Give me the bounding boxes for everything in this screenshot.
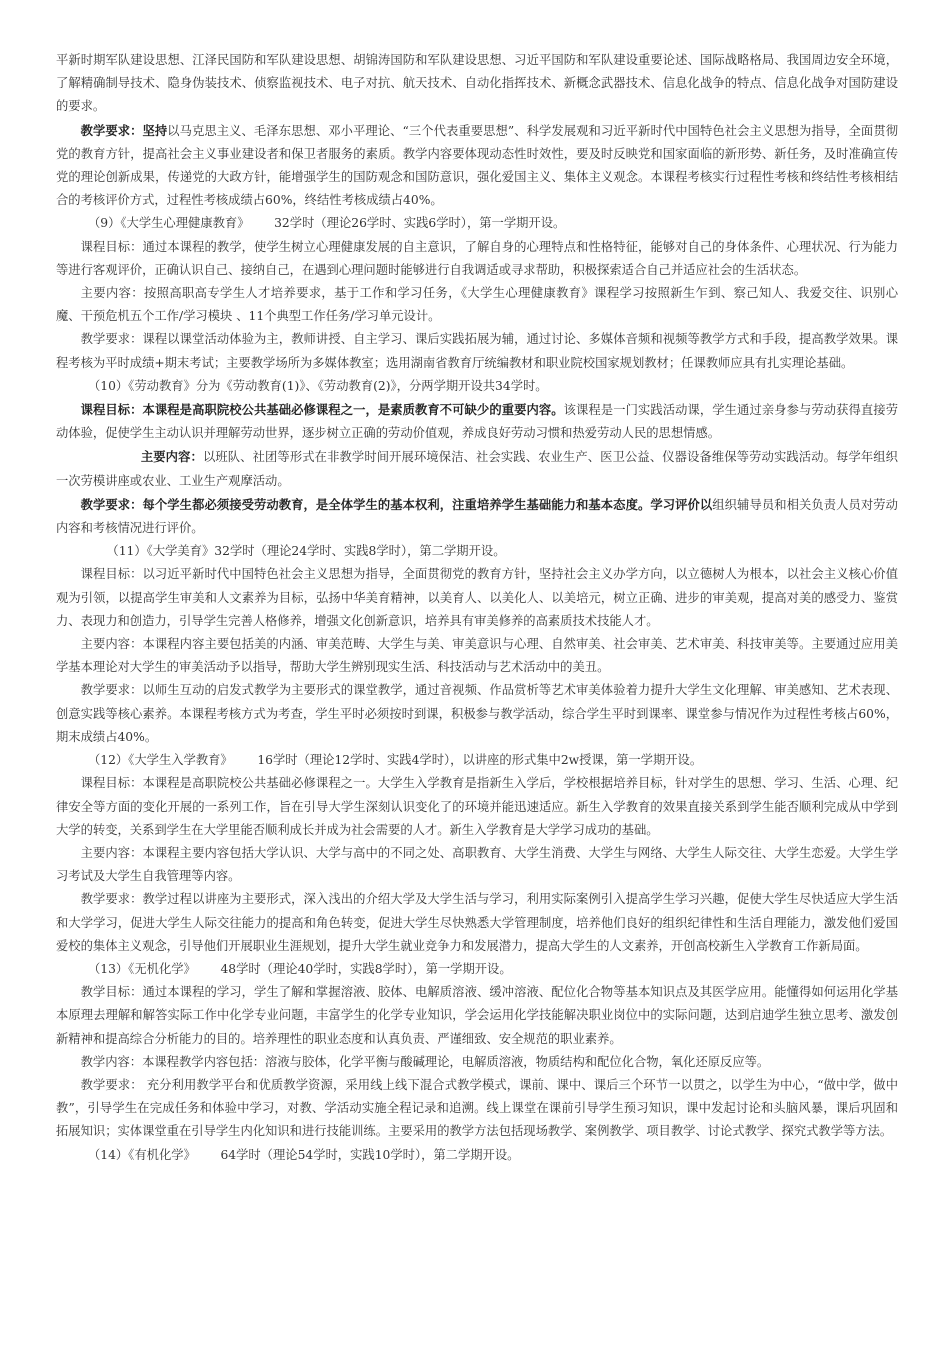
labor-content-paragraph	[56, 445, 898, 492]
mental-health-requirements-paragraph: 教学要求：课程以课堂活动体验为主，教师讲授、自主学习、课后实践拓展为辅，通过讨论、多媒体音频和视频等教学方式和手段，提高教学效果。课程考核为平时成绩+期末考试；主要教学场所为多媒体教室；选用湖南省教育厅统编教材和职业院校国家规划教材；任课教师应具有扎实理论基础。	[56, 332, 898, 370]
labor-requirements-lead-bold: 教学要求：每个学生都必须接受劳动教育，是全体学生的基本权利，注重培养学生基础能力和基本态度。学习评价以	[80, 496, 713, 512]
labor-objectives-lead-bold: 课程目标：本课程是高职院校公共基础必修课程之一，是素质教育不可缺少的重要内容。	[80, 402, 564, 418]
aesthetics-requirements-paragraph: 教学要求：以师生互动的启发式教学为主要形式的课堂教学，通过音视频、作品赏析等艺术审美体验着力提升大学生文化理解、审美感知、艺术表现、创意实践等核心素养。本课程考核方式为考查，学生平时必须按时到课，积极参与教学活动，综合学生平时到课率、课堂参与情况作为过程性考核占60%，期末成绩占40%。	[56, 683, 898, 744]
requirements-body: 以马克思主义、毛泽东思想、邓小平理论、“三个代表重要思想”、科学发展观和习近平新时代中国特色社会主义思想为指导，全面贯彻党的教育方针，提高社会主义事业建设者和保卫者服务的素质。教学内容要体现动态性时效性，要及时反映党和国家面临的新形势、新任务，及时准确宣传党的理论创新成果，传递党的大政方针，能增强学生的国防观念和国防意识，强化爱国主义、集体主义观念。本课程考核实行过程性考核和终结性考核相结合的考核评价方式，过程性考核成绩占60%，终结性考核成绩占40%。	[56, 123, 898, 208]
course-heading-title: （13）《无机化学》	[87, 961, 196, 976]
requirements-lead-bold: 教学要求：坚持	[80, 122, 168, 138]
inorganic-content-paragraph: 教学内容：本课程教学内容包括：溶液与胶体，化学平衡与酸碱理论，电解质溶液，物质结构和配位化合物，氧化还原反应等。	[80, 1054, 770, 1069]
aesthetics-objectives-paragraph: 课程目标：以习近平新时代中国特色社会主义思想为指导，全面贯彻党的教育方针，坚持社会主义办学方向，以立德树人为根本，以社会主义核心价值观为引领，以提高学生审美和人文素养为目标，弘扬中华美育精神，以美育人、以美化人、以美培元，树立正确、进步的审美观，提高对美的感受力、鉴赏力、表现力和创造力，引导学生完善人格修养，增强文化创新意识，培养具有审美修养的高素质技术技能人才。	[56, 567, 898, 628]
course-heading-title: （12）《大学生入学教育》	[87, 753, 233, 768]
aesthetics-content-paragraph: 主要内容：本课程内容主要包括美的内涵、审美范畴、大学生与美、审美意识与心理、自然审美、社会审美、艺术审美、科技审美等。主要通过应用美学基本理论对大学生的审美活动予以指导，帮助大学生辨别现实生活、科技活动与艺术活动中的美丑。	[56, 637, 898, 675]
orientation-objectives-paragraph: 课程目标：本课程是高职院校公共基础必修课程之一。大学生入学教育是指新生入学后，学校根据培养目标，针对学生的思想、学习、生活、心理、纪律安全等方面的变化开展的一系列工作，旨在引导大学生深刻认识变化了的环境并能迅速适应。新生入学教育的效果直接关系到学生能否顺利完成从中学到大学的转变，关系到学生在大学里能否顺利成长并成为社会需要的人才。新生入学教育是大学学习成功的基础。	[56, 776, 898, 837]
course-heading-hours: 32学时（理论26学时、实践6学时），第一学期开设。	[274, 216, 566, 231]
inorganic-requirements-paragraph: 教学要求： 充分利用教学平台和优质教学资源，采用线上线下混合式教学模式，课前、课中、课后三个环节一以贯之，以学生为中心，“做中学，做中教”，引导学生在完成任务和体验中学习，对教、学活动实施全程记录和追溯。线上课堂在课前引导学生预习知识，课中发起讨论和头脑风暴，课后巩固和拓展知识；实体课堂重在引导学生内化知识和进行技能训练。主要采用的教学方法包括现场教学、案例教学、项目教学、讨论式教学、探究式教学等方法。	[56, 1077, 898, 1139]
mental-health-content-paragraph: 主要内容：按照高职高专学生人才培养要求，基于工作和学习任务，《大学生心理健康教育》课程学习按照新生乍到、察己知人、我爱交往、识别心魔、干预危机五个工作/学习模块 、11个典型工作任务/学习单元设计。	[56, 286, 898, 324]
course-heading-hours: 16学时（理论12学时、实践4学时），以讲座的形式集中2w授课，第一学期开设。	[257, 753, 703, 768]
orientation-requirements-paragraph: 教学要求：教学过程以讲座为主要形式，深入浅出的介绍大学及大学生活与学习，利用实际案例引入提高学生学习兴趣，促使大学生尽快适应大学生活和大学学习，促进大学生人际交往能力的提高和角色转变，促进大学生尽快熟悉大学管理制度，培养他们良好的组织纪律性和生活自理能力，激发他们爱国爱校的集体主义观念，引导他们开展职业生涯规划，提升大学生就业竞争力和发展潜力，提高大学生的人文素养，开创高校新生入学教育工作新局面。	[56, 892, 898, 953]
labor-content-body: 以班队、社团等形式在非教学时间开展环境保洁、社会实践、农业生产、医卫公益、仪器设备维保等劳动实践活动。每学年组织一次劳模讲座或农业、工业生产观摩活动。	[56, 450, 898, 488]
course-heading-orientation	[56, 749, 898, 772]
course-heading-title: （9）《大学生心理健康教育》	[87, 216, 250, 231]
course-heading-mental-health	[56, 212, 898, 235]
course-heading-hours: 64学时（理论54学时，实践10学时），第二学期开设。	[220, 1147, 520, 1162]
labor-requirements-paragraph	[56, 493, 898, 540]
course-heading-aesthetics: （11）《大学美育》32学时（理论24学时、实践8学时），第二学期开设。	[106, 544, 506, 559]
labor-objectives-body: 该课程是一门实践活动课，学生通过亲身参与劳动获得直接劳动体验，促使学生主动认识并理解劳动世界，逐步树立正确的劳动价值观，养成良好劳动习惯和热爱劳动人民的思想情感。	[56, 403, 898, 441]
course-heading-inorganic-chemistry	[56, 958, 898, 981]
course-heading-title: （14）《有机化学》	[87, 1147, 196, 1162]
orientation-content-paragraph: 主要内容：本课程主要内容包括大学认识、大学与高中的不同之处、高职教育、大学生消费、大学生与网络、大学生人际交往、大学生恋爱。大学生学习考试及大学生自我管理等内容。	[56, 845, 898, 884]
course-heading-organic-chemistry	[56, 1144, 898, 1167]
course-heading-labor-education: （10）《劳动教育》分为《劳动教育(1)》、《劳动教育(2)》，分两学期开设共34学时。	[87, 378, 548, 393]
military-course-content-paragraph: 平新时期军队建设思想、江泽民国防和军队建设思想、胡锦涛国防和军队建设思想、习近平国防和军队建设重要论述、国际战略格局、我国周边安全环境，了解精确制导技术、隐身伪装技术、侦察监视技术、电子对抗、航天技术、自动化指挥技术、新概念武器技术、信息化战争的特点、信息化战争对国防建设的要求。	[56, 53, 898, 114]
military-course-requirements-paragraph	[56, 119, 898, 213]
course-heading-hours: 48学时（理论40学时，实践8学时），第一学期开设。	[220, 961, 512, 976]
labor-objectives-paragraph	[56, 398, 898, 445]
document-page	[56, 49, 898, 1167]
labor-content-lead-bold: 主要内容：	[140, 449, 203, 465]
labor-requirements-body: 组织辅导员和相关负责人员对劳动内容和考核情况进行评价。	[56, 497, 898, 536]
inorganic-objectives-paragraph: 教学目标：通过本课程的学习，学生了解和掌握溶液、胶体、电解质溶液、缓冲溶液、配位化合物等基本知识点及其医学应用。能懂得如何运用化学基本原理去理解和解答实际工作中化学专业问题，丰富学生的化学专业知识，学会运用化学技能解决职业岗位中的实际问题，达到启迪学生独立思考、激发创新精神和提高综合分析能力的目的。培养理性的职业态度和认真负责、严谨细致、安全规范的职业素养。	[56, 985, 898, 1046]
mental-health-objectives-paragraph: 课程目标：通过本课程的教学，使学生树立心理健康发展的自主意识，了解自身的心理特点和性格特征，能够对自己的身体条件、心理状况、行为能力等进行客观评价，正确认识自己、接纳自己，在遇到心理问题时能够进行自我调适或寻求帮助，积极探索适合自己并适应社会的生活状态。	[56, 239, 898, 277]
